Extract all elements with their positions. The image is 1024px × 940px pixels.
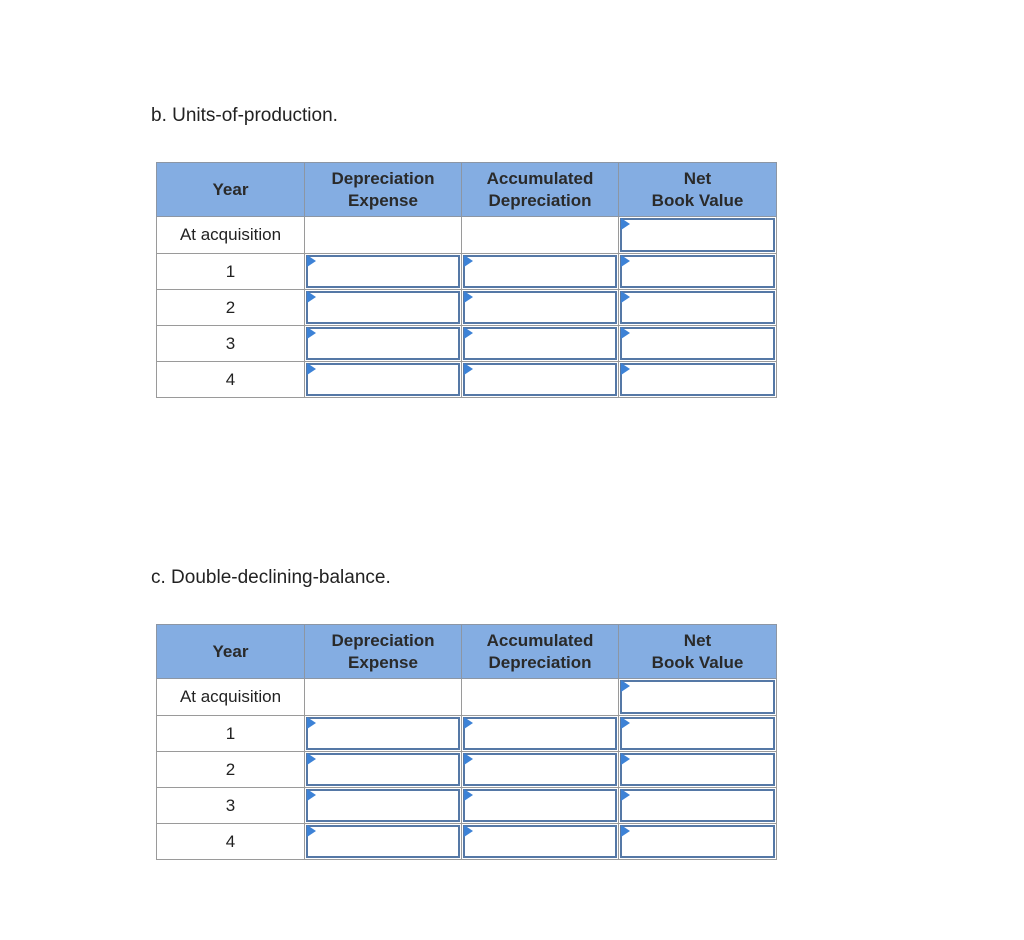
header-depreciation-expense: Depreciation Expense: [305, 625, 462, 679]
table-row: [157, 362, 777, 398]
header-net-book-value: Net Book Value: [619, 625, 777, 679]
input-marker-icon: [621, 218, 630, 230]
depreciation-expense-input-cell: [305, 716, 462, 752]
year-label: 3: [157, 788, 305, 824]
net-book-value-input[interactable]: [620, 789, 775, 822]
header-net-book-value: Net Book Value: [619, 163, 777, 217]
units-of-production-table: [156, 162, 777, 398]
table-row: [157, 679, 777, 716]
accumulated-depreciation-input-cell: [462, 752, 619, 788]
accumulated-depreciation-input-cell: [462, 362, 619, 398]
year-label: 2: [157, 752, 305, 788]
input-marker-icon: [621, 789, 630, 801]
input-marker-icon: [464, 717, 473, 729]
depreciation-expense-input-cell: [305, 326, 462, 362]
blank-cell: [305, 217, 462, 254]
header-accumulated-depreciation: Accumulated Depreciation: [462, 163, 619, 217]
input-marker-icon: [621, 255, 630, 267]
input-marker-icon: [464, 363, 473, 375]
accumulated-depreciation-input-cell: [462, 290, 619, 326]
net-book-value-input-cell: [619, 326, 777, 362]
header-year: Year: [157, 163, 305, 217]
input-marker-icon: [464, 327, 473, 339]
depreciation-expense-input-cell: [305, 752, 462, 788]
blank-cell: [305, 679, 462, 716]
table-row: [157, 824, 777, 860]
net-book-value-input-cell: [619, 217, 777, 254]
accumulated-depreciation-input-cell: [462, 788, 619, 824]
depreciation-expense-input[interactable]: [306, 825, 460, 858]
input-marker-icon: [307, 789, 316, 801]
section-title-units-of-production: b. Units-of-production.: [151, 105, 338, 126]
net-book-value-input[interactable]: [620, 363, 775, 396]
accumulated-depreciation-input[interactable]: [463, 327, 617, 360]
net-book-value-input[interactable]: [620, 255, 775, 288]
depreciation-expense-input-cell: [305, 254, 462, 290]
accumulated-depreciation-input-cell: [462, 824, 619, 860]
net-book-value-input-cell: [619, 362, 777, 398]
double-declining-balance-table: [156, 624, 777, 860]
input-marker-icon: [621, 363, 630, 375]
depreciation-expense-input-cell: [305, 362, 462, 398]
year-label: 2: [157, 290, 305, 326]
table-header-row: [157, 625, 777, 679]
net-book-value-input-cell: [619, 788, 777, 824]
net-book-value-input-cell: [619, 679, 777, 716]
input-marker-icon: [307, 825, 316, 837]
depreciation-expense-input[interactable]: [306, 291, 460, 324]
net-book-value-input-cell: [619, 752, 777, 788]
input-marker-icon: [621, 717, 630, 729]
depreciation-expense-input-cell: [305, 788, 462, 824]
input-marker-icon: [621, 825, 630, 837]
accumulated-depreciation-input[interactable]: [463, 291, 617, 324]
input-marker-icon: [307, 363, 316, 375]
depreciation-expense-input[interactable]: [306, 363, 460, 396]
table-row: [157, 716, 777, 752]
year-label: 3: [157, 326, 305, 362]
accumulated-depreciation-input[interactable]: [463, 825, 617, 858]
accumulated-depreciation-input[interactable]: [463, 789, 617, 822]
header-accumulated-depreciation: Accumulated Depreciation: [462, 625, 619, 679]
input-marker-icon: [621, 291, 630, 303]
input-marker-icon: [307, 717, 316, 729]
blank-cell: [462, 679, 619, 716]
net-book-value-input-cell: [619, 824, 777, 860]
input-marker-icon: [307, 327, 316, 339]
year-label: 1: [157, 254, 305, 290]
input-marker-icon: [464, 291, 473, 303]
accumulated-depreciation-input[interactable]: [463, 255, 617, 288]
accumulated-depreciation-input-cell: [462, 254, 619, 290]
input-marker-icon: [307, 753, 316, 765]
depreciation-expense-input[interactable]: [306, 717, 460, 750]
table-row: [157, 752, 777, 788]
depreciation-expense-input-cell: [305, 290, 462, 326]
year-label: At acquisition: [157, 217, 305, 254]
input-marker-icon: [307, 291, 316, 303]
net-book-value-input-cell: [619, 254, 777, 290]
input-marker-icon: [464, 255, 473, 267]
header-depreciation-expense: Depreciation Expense: [305, 163, 462, 217]
depreciation-expense-input[interactable]: [306, 327, 460, 360]
input-marker-icon: [621, 680, 630, 692]
table-row: [157, 254, 777, 290]
net-book-value-input-cell: [619, 290, 777, 326]
table-row: [157, 788, 777, 824]
accumulated-depreciation-input[interactable]: [463, 753, 617, 786]
depreciation-expense-input[interactable]: [306, 255, 460, 288]
year-label: 4: [157, 824, 305, 860]
year-label: 1: [157, 716, 305, 752]
accumulated-depreciation-input-cell: [462, 326, 619, 362]
table-row: [157, 326, 777, 362]
accumulated-depreciation-input[interactable]: [463, 717, 617, 750]
blank-cell: [462, 217, 619, 254]
input-marker-icon: [464, 789, 473, 801]
net-book-value-input[interactable]: [620, 825, 775, 858]
net-book-value-input[interactable]: [620, 680, 775, 714]
input-marker-icon: [621, 327, 630, 339]
input-marker-icon: [464, 753, 473, 765]
net-book-value-input[interactable]: [620, 753, 775, 786]
depreciation-expense-input-cell: [305, 824, 462, 860]
header-year: Year: [157, 625, 305, 679]
net-book-value-input[interactable]: [620, 717, 775, 750]
depreciation-expense-input[interactable]: [306, 789, 460, 822]
net-book-value-input[interactable]: [620, 291, 775, 324]
input-marker-icon: [464, 825, 473, 837]
table-row: [157, 217, 777, 254]
net-book-value-input-cell: [619, 716, 777, 752]
year-label: 4: [157, 362, 305, 398]
accumulated-depreciation-input[interactable]: [463, 363, 617, 396]
year-label: At acquisition: [157, 679, 305, 716]
section-title-double-declining-balance: c. Double-declining-balance.: [151, 567, 391, 588]
table-header-row: [157, 163, 777, 217]
accumulated-depreciation-input-cell: [462, 716, 619, 752]
net-book-value-input[interactable]: [620, 327, 775, 360]
input-marker-icon: [621, 753, 630, 765]
input-marker-icon: [307, 255, 316, 267]
table-row: [157, 290, 777, 326]
net-book-value-input[interactable]: [620, 218, 775, 252]
depreciation-expense-input[interactable]: [306, 753, 460, 786]
